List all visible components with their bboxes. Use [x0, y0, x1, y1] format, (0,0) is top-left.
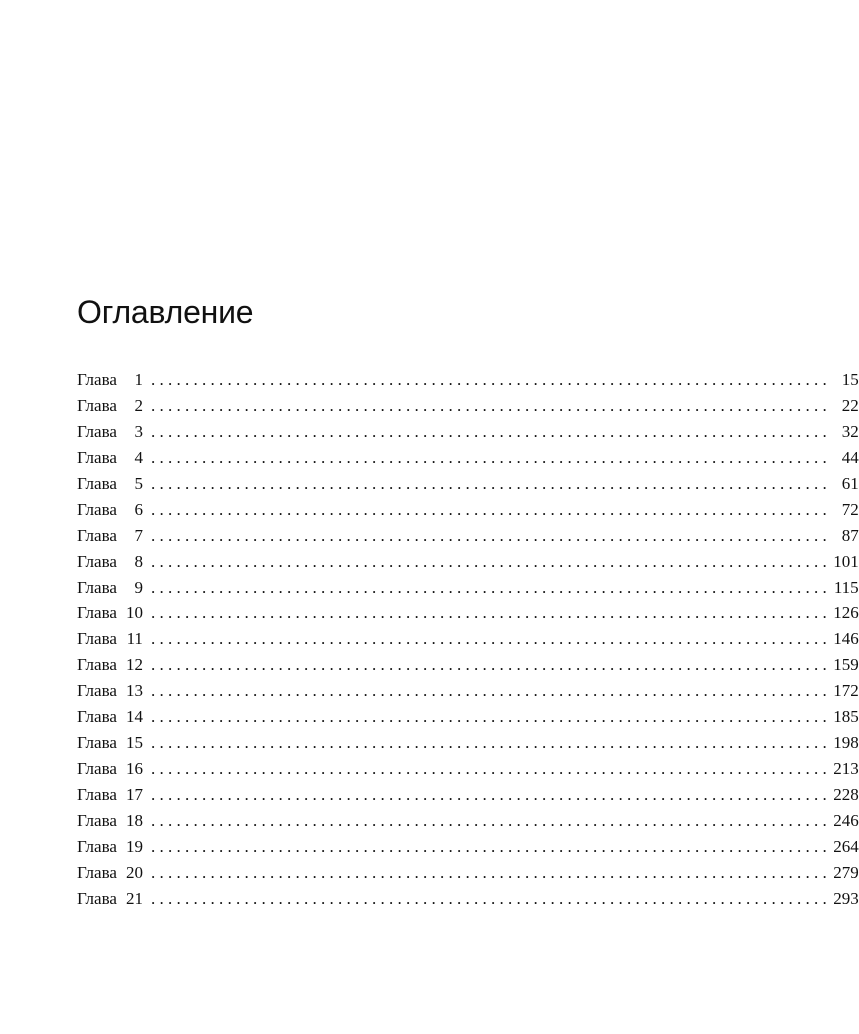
chapter-label: Глава: [77, 759, 117, 779]
chapter-number: 15: [125, 733, 143, 753]
dot-leader: . . . . . . . . . . . . . . . . . . . . . . . . . . . . . . . . . . . . . . . . . . . . . . . . . . . . . . . . . . . . . . . . . . . . . . . . . . . . . . . .: [150, 785, 827, 804]
chapter-label: Глава: [77, 888, 117, 908]
toc-entry[interactable]: [77, 445, 859, 471]
chapter-number: 14: [125, 707, 143, 727]
chapter-label: Глава: [77, 473, 117, 493]
chapter-label: Глава: [77, 499, 117, 519]
page-number: 61: [841, 473, 859, 493]
chapter-number: 21: [125, 888, 143, 908]
chapter-number: 6: [134, 499, 143, 519]
page-number: 279: [833, 862, 859, 882]
toc-entry[interactable]: [77, 575, 859, 601]
toc-entry[interactable]: [77, 523, 859, 549]
page-number: 44: [841, 447, 859, 467]
page-number: 115: [833, 577, 859, 597]
toc-entry[interactable]: [77, 652, 859, 678]
chapter-label: Глава: [77, 785, 117, 804]
chapter-label: Глава: [77, 655, 117, 675]
toc-title: Оглавление: [77, 294, 254, 330]
toc-entry[interactable]: [77, 678, 859, 704]
page-number: 126: [833, 603, 859, 623]
page-number: 264: [833, 836, 859, 856]
chapter-label: Глава: [77, 603, 117, 623]
dot-leader: . . . . . . . . . . . . . . . . . . . . . . . . . . . . . . . . . . . . . . . . . . . . . . . . . . . . . . . . . . . . . . . . . . . . . . . . . . . . . . . .: [150, 603, 827, 623]
toc-entry[interactable]: [77, 808, 859, 834]
toc-entry[interactable]: [77, 782, 859, 808]
toc-entry[interactable]: [77, 730, 859, 756]
page-number: 293: [833, 888, 859, 908]
chapter-number: 17: [125, 785, 143, 804]
chapter-label: Глава: [77, 836, 117, 856]
toc-entry[interactable]: [77, 626, 859, 652]
chapter-number: 16: [125, 759, 143, 779]
chapter-label: Глава: [77, 862, 117, 882]
chapter-number: 7: [134, 525, 143, 545]
dot-leader: . . . . . . . . . . . . . . . . . . . . . . . . . . . . . . . . . . . . . . . . . . . . . . . . . . . . . . . . . . . . . . . . . . . . . . . . . . . . . . . .: [150, 836, 827, 856]
chapter-number: 1: [134, 370, 143, 389]
toc-list: [77, 367, 859, 912]
chapter-label: Глава: [77, 707, 117, 727]
dot-leader: . . . . . . . . . . . . . . . . . . . . . . . . . . . . . . . . . . . . . . . . . . . . . . . . . . . . . . . . . . . . . . . . . . . . . . . . . . . . . . . .: [150, 707, 827, 727]
page-number: 72: [841, 499, 859, 519]
toc-entry[interactable]: [77, 419, 859, 445]
toc-entry[interactable]: [77, 756, 859, 782]
chapter-number: 10: [125, 603, 143, 623]
chapter-label: Глава: [77, 551, 117, 571]
chapter-number: 13: [125, 681, 143, 701]
dot-leader: . . . . . . . . . . . . . . . . . . . . . . . . . . . . . . . . . . . . . . . . . . . . . . . . . . . . . . . . . . . . . . . . . . . . . . . . . . . . . . . .: [150, 370, 827, 389]
chapter-number: 19: [125, 836, 143, 856]
dot-leader: . . . . . . . . . . . . . . . . . . . . . . . . . . . . . . . . . . . . . . . . . . . . . . . . . . . . . . . . . . . . . . . . . . . . . . . . . . . . . . . .: [150, 447, 827, 467]
chapter-number: 3: [134, 421, 143, 441]
page-number: 185: [833, 707, 859, 727]
dot-leader: . . . . . . . . . . . . . . . . . . . . . . . . . . . . . . . . . . . . . . . . . . . . . . . . . . . . . . . . . . . . . . . . . . . . . . . . . . . . . . . .: [150, 395, 827, 415]
dot-leader: . . . . . . . . . . . . . . . . . . . . . . . . . . . . . . . . . . . . . . . . . . . . . . . . . . . . . . . . . . . . . . . . . . . . . . . . . . . . . . . .: [150, 629, 827, 649]
dot-leader: . . . . . . . . . . . . . . . . . . . . . . . . . . . . . . . . . . . . . . . . . . . . . . . . . . . . . . . . . . . . . . . . . . . . . . . . . . . . . . . .: [150, 888, 827, 908]
toc-entry[interactable]: [77, 393, 859, 419]
toc-entry[interactable]: [77, 367, 859, 393]
page-number: 15: [841, 370, 859, 389]
toc-entry[interactable]: [77, 549, 859, 575]
page-number: 146: [833, 629, 859, 649]
chapter-number: 2: [134, 395, 143, 415]
toc-entry[interactable]: [77, 704, 859, 730]
page-number: 172: [833, 681, 859, 701]
toc-entry[interactable]: [77, 471, 859, 497]
dot-leader: . . . . . . . . . . . . . . . . . . . . . . . . . . . . . . . . . . . . . . . . . . . . . . . . . . . . . . . . . . . . . . . . . . . . . . . . . . . . . . . .: [150, 681, 827, 701]
toc-entry[interactable]: [77, 860, 859, 886]
page-number: 198: [833, 733, 859, 753]
chapter-number: 20: [125, 862, 143, 882]
dot-leader: . . . . . . . . . . . . . . . . . . . . . . . . . . . . . . . . . . . . . . . . . . . . . . . . . . . . . . . . . . . . . . . . . . . . . . . . . . . . . . . .: [150, 551, 827, 571]
chapter-label: Глава: [77, 395, 117, 415]
dot-leader: . . . . . . . . . . . . . . . . . . . . . . . . . . . . . . . . . . . . . . . . . . . . . . . . . . . . . . . . . . . . . . . . . . . . . . . . . . . . . . . .: [150, 655, 827, 675]
page-number: 101: [833, 551, 859, 571]
chapter-number: 4: [134, 447, 143, 467]
toc-entry[interactable]: [77, 886, 859, 912]
chapter-number: 5: [134, 473, 143, 493]
dot-leader: . . . . . . . . . . . . . . . . . . . . . . . . . . . . . . . . . . . . . . . . . . . . . . . . . . . . . . . . . . . . . . . . . . . . . . . . . . . . . . . .: [150, 862, 827, 882]
dot-leader: . . . . . . . . . . . . . . . . . . . . . . . . . . . . . . . . . . . . . . . . . . . . . . . . . . . . . . . . . . . . . . . . . . . . . . . . . . . . . . . .: [150, 810, 827, 830]
chapter-label: Глава: [77, 421, 117, 441]
dot-leader: . . . . . . . . . . . . . . . . . . . . . . . . . . . . . . . . . . . . . . . . . . . . . . . . . . . . . . . . . . . . . . . . . . . . . . . . . . . . . . . .: [150, 733, 827, 753]
chapter-label: Глава: [77, 810, 117, 830]
toc-entry[interactable]: [77, 600, 859, 626]
page-number: 32: [841, 421, 859, 441]
chapter-label: Глава: [77, 525, 117, 545]
dot-leader: . . . . . . . . . . . . . . . . . . . . . . . . . . . . . . . . . . . . . . . . . . . . . . . . . . . . . . . . . . . . . . . . . . . . . . . . . . . . . . . .: [150, 525, 827, 545]
page-number: 87: [841, 525, 859, 545]
dot-leader: . . . . . . . . . . . . . . . . . . . . . . . . . . . . . . . . . . . . . . . . . . . . . . . . . . . . . . . . . . . . . . . . . . . . . . . . . . . . . . . .: [150, 577, 827, 597]
chapter-label: Глава: [77, 733, 117, 753]
chapter-number: 18: [125, 810, 143, 830]
chapter-number: 12: [125, 655, 143, 675]
dot-leader: . . . . . . . . . . . . . . . . . . . . . . . . . . . . . . . . . . . . . . . . . . . . . . . . . . . . . . . . . . . . . . . . . . . . . . . . . . . . . . . .: [150, 421, 827, 441]
chapter-label: Глава: [77, 629, 117, 649]
chapter-label: Глава: [77, 447, 117, 467]
dot-leader: . . . . . . . . . . . . . . . . . . . . . . . . . . . . . . . . . . . . . . . . . . . . . . . . . . . . . . . . . . . . . . . . . . . . . . . . . . . . . . . .: [150, 473, 827, 493]
dot-leader: . . . . . . . . . . . . . . . . . . . . . . . . . . . . . . . . . . . . . . . . . . . . . . . . . . . . . . . . . . . . . . . . . . . . . . . . . . . . . . . .: [150, 759, 827, 779]
dot-leader: . . . . . . . . . . . . . . . . . . . . . . . . . . . . . . . . . . . . . . . . . . . . . . . . . . . . . . . . . . . . . . . . . . . . . . . . . . . . . . . .: [150, 499, 827, 519]
toc-entry[interactable]: [77, 834, 859, 860]
page-number: 213: [833, 759, 859, 779]
page-number: 228: [833, 785, 859, 804]
chapter-label: Глава: [77, 577, 117, 597]
page-number: 246: [833, 810, 859, 830]
page-number: 22: [841, 395, 859, 415]
chapter-number: 11: [126, 629, 143, 649]
page-number: 159: [833, 655, 859, 675]
chapter-label: Глава: [77, 370, 117, 389]
chapter-number: 9: [134, 577, 143, 597]
chapter-label: Глава: [77, 681, 117, 701]
chapter-number: 8: [134, 551, 143, 571]
toc-entry[interactable]: [77, 497, 859, 523]
